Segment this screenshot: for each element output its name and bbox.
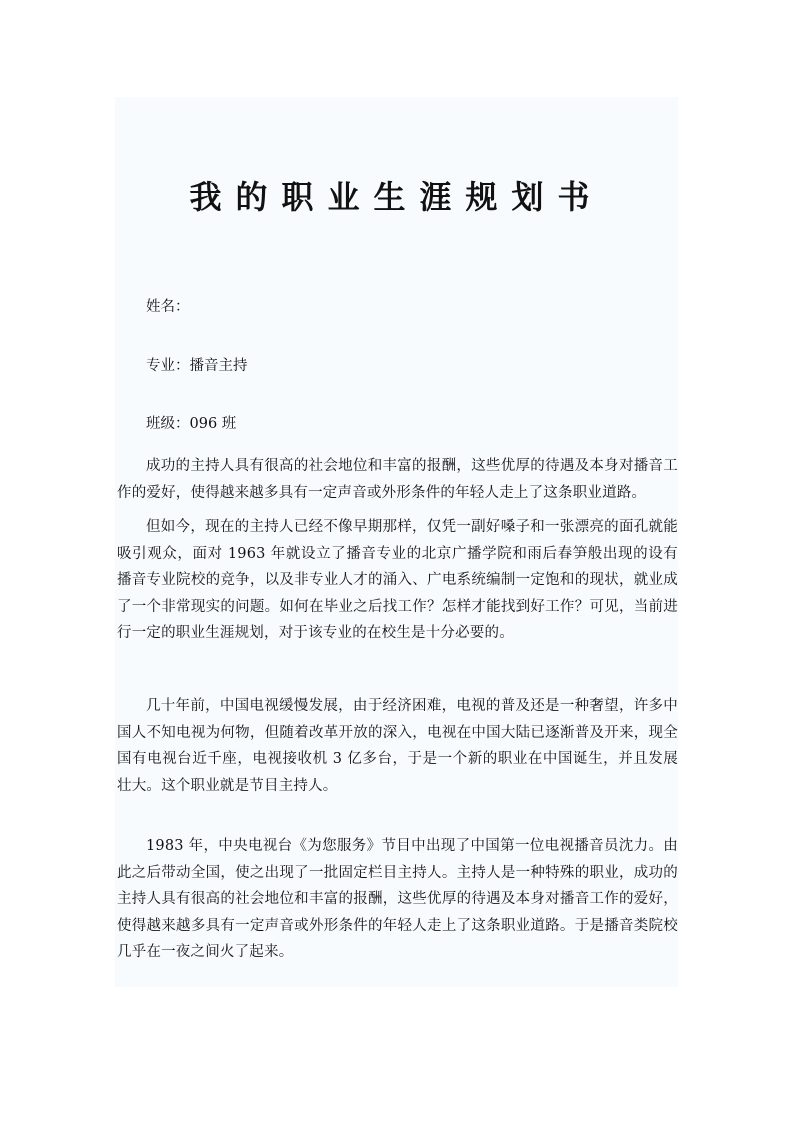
paragraph-3: 几十年前，中国电视缓慢发展，由于经济困难，电视的普及还是一种奢望，许多中国人不知电视为何物，但随着改革开放的深入，电视在中国大陆已逐渐普及开来，现全国有电视台近千座，电视接收机 3 亿多台，于是一个新的职业在中国诞生，并且发展壮大。这个职业就是节目主持人。 <box>117 698 678 794</box>
name-field: 姓名： <box>146 299 190 315</box>
class-field: 班级：096 班 <box>146 416 237 432</box>
paragraph-4: 1983 年，中央电视台《为您服务》节目中出现了中国第一位电视播音员沈力。由此之后带动全国，使之出现了一批固定栏目主持人。主持人是一种特殊的职业，成功的主持人具有很高的社会地位和丰富的报酬，这些优厚的待遇及本身对播音工作的爱好，使得越来越多具有一定声音或外形条件的年轻人走上了这条职业道路。于是播音类院校几乎在一夜之间火了起来。 <box>117 838 678 960</box>
paragraph-2: 但如今，现在的主持人已经不像早期那样，仅凭一副好嗓子和一张漂亮的面孔就能吸引观众，面对 1963 年就设立了播音专业的北京广播学院和雨后春笋般出现的设有播音专业院校的竞争，以及非专业人才的涌入、广电系统编制一定饱和的现状，就业成了一个非常现实的问题。如何在毕业之后找工作？怎样才能找到好工作？可见，当前进行一定的职业生涯规划，对于该专业的在校生是十分必要的。 <box>117 519 678 641</box>
document-title: 我的职业生涯规划书 <box>189 178 604 217</box>
major-field: 专业：播音主持 <box>146 358 248 374</box>
paragraph-1: 成功的主持人具有很高的社会地位和丰富的报酬，这些优厚的待遇及本身对播音工作的爱好，使得越来越多具有一定声音或外形条件的年轻人走上了这条职业道路。 <box>117 458 678 501</box>
